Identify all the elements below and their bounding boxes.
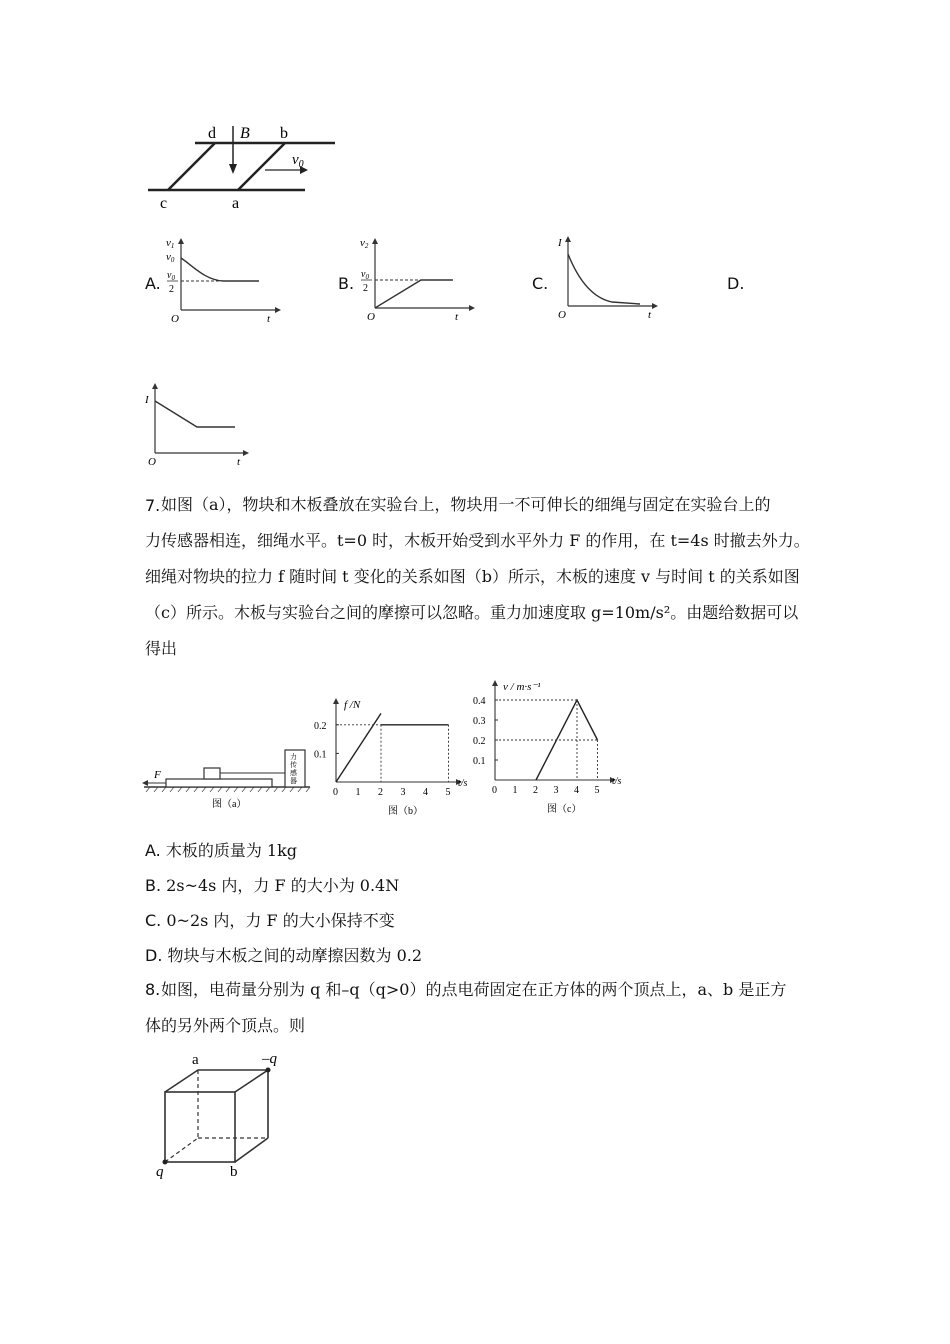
- x-tick-label: 5: [594, 785, 600, 796]
- q7-number: 7.: [145, 496, 161, 515]
- x-tick-label: 4: [574, 785, 579, 796]
- y-axis-arrow: [333, 698, 339, 704]
- svg-text:v0: v0: [166, 251, 175, 264]
- x-tick-label: 0: [333, 787, 338, 798]
- svg-text:器: 器: [290, 777, 297, 785]
- y-axis-label: f /N: [344, 699, 361, 711]
- svg-text:t: t: [267, 313, 271, 325]
- svg-text:v1: v1: [166, 237, 175, 250]
- y-axis-label: v / m·s⁻¹: [503, 681, 541, 693]
- q7-figure-a: [140, 745, 315, 815]
- q8-line-1: 如图，电荷量分别为 q 和–q（q>0）的点电荷固定在正方体的两个顶点上，a、b 是正方: [161, 980, 787, 999]
- data-segment-0: [336, 713, 381, 782]
- q6-option-c-key[interactable]: C.: [532, 274, 549, 293]
- svg-text:O: O: [558, 309, 566, 321]
- q7-figure-c: [470, 674, 635, 814]
- q6-option-d-key[interactable]: D.: [727, 274, 745, 293]
- svg-text:I: I: [145, 394, 149, 406]
- svg-text:2: 2: [363, 283, 368, 294]
- svg-text:q: q: [156, 1164, 164, 1180]
- x-tick-label: 3: [400, 787, 406, 798]
- y-tick-label: 0.2: [314, 720, 327, 732]
- svg-text:t: t: [455, 311, 459, 323]
- q8-number: 8.: [145, 980, 161, 999]
- q6-option-d-graph: [145, 383, 255, 469]
- y-tick-label: 0.3: [473, 716, 486, 727]
- label-b: b: [280, 125, 288, 142]
- figure-caption: 图（b）: [388, 806, 423, 817]
- q7-line-5: 得出: [145, 639, 178, 658]
- svg-text:力: 力: [290, 753, 297, 761]
- q6-option-a-key[interactable]: A.: [145, 274, 161, 293]
- q7-line-1: 如图（a），物块和木板叠放在实验台上，物块用一不可伸长的细绳与固定在实验台上的: [161, 495, 771, 514]
- q6-rails-figure: [140, 118, 340, 213]
- svg-text:b: b: [230, 1164, 238, 1180]
- x-tick-label: 0: [492, 785, 497, 796]
- x-tick-label: 1: [512, 785, 518, 796]
- q8-text: [145, 972, 810, 1044]
- q7-option-d[interactable]: D. 物块与木板之间的动摩擦因数为 0.2: [145, 946, 423, 965]
- figure-caption: 图（c）: [547, 804, 582, 815]
- x-tick-label: 3: [553, 785, 559, 796]
- y-axis-arrow: [492, 680, 498, 686]
- q7-figure-b: [314, 694, 478, 817]
- label-c: c: [160, 195, 168, 212]
- svg-text:–q: –q: [262, 1051, 277, 1067]
- q7-line-3: 细绳对物块的拉力 f 随时间 t 变化的关系如图（b）所示，木板的速度 v 与时间 t 的关系如图: [145, 567, 800, 586]
- svg-text:2: 2: [169, 284, 174, 295]
- svg-text:传: 传: [290, 761, 297, 769]
- x-tick-label: 2: [533, 785, 538, 796]
- q6-option-b-graph: [357, 236, 477, 324]
- label-a: a: [232, 195, 240, 212]
- svg-text:v0: $v_0$: [167, 270, 175, 282]
- q7-option-c[interactable]: C. 0~2s 内，力 F 的大小保持不变: [145, 911, 395, 930]
- svg-text:t: t: [237, 456, 241, 468]
- x-axis-label: t/s: [458, 778, 468, 789]
- svg-text:a: a: [192, 1052, 199, 1068]
- svg-text:O: O: [171, 313, 179, 325]
- x-tick-label: 1: [355, 787, 361, 798]
- x-tick-label: 2: [378, 787, 383, 798]
- q6-option-c-graph: [552, 234, 662, 322]
- x-tick-label: 5: [445, 787, 451, 798]
- svg-text:图（a）: 图（a）: [212, 799, 247, 810]
- label-d: d: [208, 125, 216, 142]
- svg-text:O: O: [148, 456, 156, 468]
- q6-option-a-graph: [163, 236, 283, 324]
- svg-text:t: t: [648, 309, 652, 321]
- label-B: B: [240, 125, 250, 142]
- svg-text:感: 感: [290, 769, 297, 777]
- q7-line-2: 力传感器相连，细绳水平。t=0 时，木板开始受到水平外力 F 的作用，在 t=4s 时撤去外力。: [145, 531, 810, 550]
- q7-option-b[interactable]: B. 2s~4s 内，力 F 的大小为 0.4N: [145, 876, 400, 895]
- q7-option-a[interactable]: A. 木板的质量为 1kg: [145, 841, 298, 860]
- q7-line-4: （c）所示。木板与实验台之间的摩擦可以忽略。重力加速度取 g=10m/s²。由题给数据可以: [145, 603, 799, 622]
- label-v0: $v_0$: [292, 152, 304, 170]
- x-axis-label: t/s: [612, 776, 622, 787]
- y-tick-label: 0.1: [473, 756, 486, 767]
- y-tick-label: 0.4: [473, 696, 486, 707]
- q6-option-b-key[interactable]: B.: [338, 274, 355, 293]
- svg-text:I: I: [558, 237, 562, 249]
- y-tick-label: 0.1: [314, 749, 327, 761]
- q8-cube-figure: [150, 1050, 300, 1180]
- svg-text:v0: $v_0$: [361, 269, 369, 281]
- svg-text:O: O: [367, 311, 375, 323]
- svg-text:F: F: [154, 769, 161, 781]
- q8-line-2: 体的另外两个顶点。则: [145, 1016, 306, 1035]
- x-tick-label: 4: [423, 787, 428, 798]
- y-tick-label: 0.2: [473, 736, 486, 747]
- q7-text: [145, 487, 810, 667]
- svg-text:v2: v2: [360, 237, 369, 250]
